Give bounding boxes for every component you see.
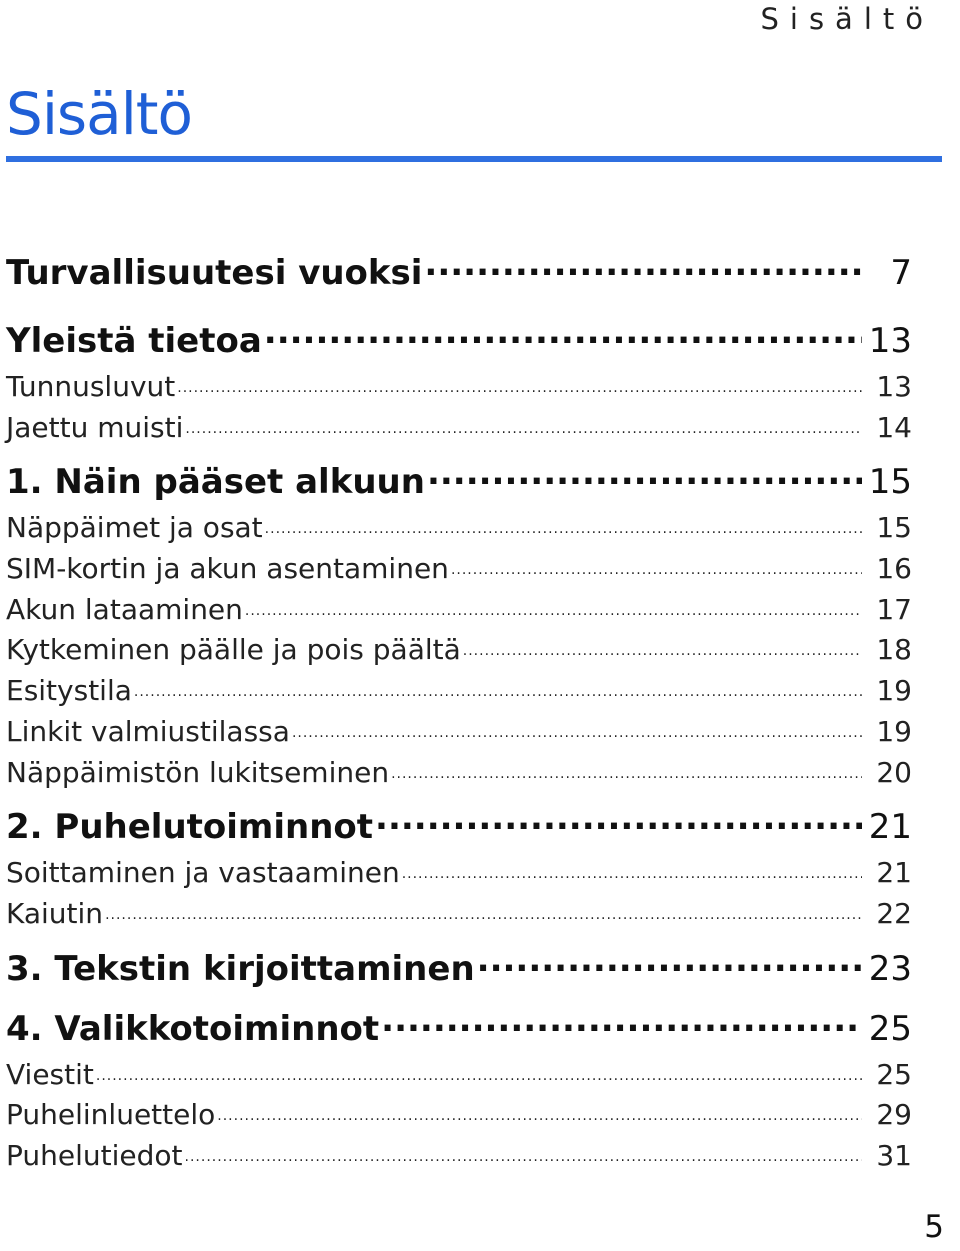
toc-entry-page: 13: [868, 321, 912, 361]
running-header: Sisältö: [760, 2, 934, 36]
dot-leader: [381, 1006, 862, 1040]
toc-entry-akun-lataaminen[interactable]: [6, 591, 912, 632]
toc-entry-page: 21: [868, 807, 912, 848]
toc-entry-label: Viestit: [6, 1057, 94, 1091]
dot-leader: [177, 368, 862, 396]
toc-entry-kaiutin[interactable]: [6, 895, 912, 936]
toc-entry-page: 25: [868, 1008, 912, 1049]
dot-leader: [264, 318, 862, 352]
toc-entry-yleista-tietoa[interactable]: [6, 318, 912, 368]
toc-entry-page: 29: [876, 1098, 912, 1132]
toc-entry-puhelutoiminnot[interactable]: [6, 804, 912, 854]
toc-entry-valikkotoiminnot[interactable]: [6, 1006, 912, 1056]
toc-entry-label: Soittaminen ja vastaaminen: [6, 856, 400, 890]
toc-entry-page: 18: [876, 633, 912, 667]
toc-entry-page: 16: [876, 552, 912, 586]
toc-entry-page: 7: [890, 253, 912, 293]
dot-leader: [217, 1096, 862, 1124]
toc-entry-label: 4. Valikkotoiminnot: [6, 1008, 380, 1049]
dot-leader: [375, 804, 862, 838]
toc-entry-label: Tunnusluvut: [6, 370, 176, 403]
toc-entry-page: 25: [876, 1057, 912, 1091]
toc-entry-page: 15: [876, 511, 912, 545]
toc-entry-page: 21: [876, 856, 912, 890]
toc-entry-page: 14: [876, 410, 912, 444]
toc-entry-tekstin-kirjoittaminen[interactable]: [6, 946, 912, 996]
toc-entry-label: Näppäimistön lukitseminen: [6, 755, 390, 789]
toc-entry-turvallisuutesi-vuoksi[interactable]: [6, 250, 912, 300]
toc-entry-label: Kaiutin: [6, 896, 104, 930]
dot-leader: [391, 754, 862, 782]
dot-leader: [477, 946, 862, 980]
toc-entry-label: Jaettu muisti: [6, 410, 184, 444]
toc-entry-page: 22: [876, 896, 912, 930]
toc-entry-sim-kortin-ja-akun-asentaminen[interactable]: [6, 550, 912, 591]
toc-entry-label: Kytkeminen päälle ja pois päältä: [6, 633, 461, 667]
toc-entry-jaettu-muisti[interactable]: [6, 409, 912, 450]
toc-entry-label: Turvallisuutesi vuoksi: [6, 253, 423, 293]
toc-entry-tunnusluvut[interactable]: [6, 368, 912, 409]
toc-entry-page: 20: [876, 755, 912, 789]
toc-entry-page: 23: [868, 948, 912, 989]
toc-entry-label: Esitystila: [6, 674, 132, 708]
dot-leader: [402, 854, 862, 882]
dot-leader: [96, 1056, 862, 1084]
toc-entry-page: 13: [876, 370, 912, 403]
dot-leader: [134, 672, 862, 700]
toc-entry-label: Akun lataaminen: [6, 592, 243, 626]
toc-entry-viestit[interactable]: [6, 1056, 912, 1097]
toc-entry-esitystila[interactable]: [6, 672, 912, 713]
toc-entry-page: 19: [876, 714, 912, 748]
dot-leader: [427, 459, 862, 493]
toc-entry-page: 15: [868, 462, 912, 503]
dot-leader: [265, 509, 862, 537]
toc-entry-puhelutiedot[interactable]: [6, 1137, 912, 1178]
page-number: 5: [924, 1209, 944, 1245]
toc-entry-label: 3. Tekstin kirjoittaminen: [6, 948, 475, 989]
toc-entry-nappaimiston-lukitseminen[interactable]: [6, 754, 912, 795]
toc-entry-label: 1. Näin pääset alkuun: [6, 462, 425, 503]
toc-entry-label: Puhelinluettelo: [6, 1098, 216, 1132]
dot-leader: [245, 591, 862, 619]
dot-leader: [185, 409, 862, 437]
toc-entry-label: Näppäimet ja osat: [6, 511, 263, 545]
dot-leader: [105, 895, 862, 923]
toc-entry-label: Puhelutiedot: [6, 1138, 183, 1172]
dot-leader: [451, 550, 862, 578]
page-title: Sisältö: [6, 80, 193, 148]
dot-leader: [185, 1137, 862, 1165]
dot-leader: [463, 631, 862, 659]
toc-entry-page: 19: [876, 674, 912, 708]
toc-entry-soittaminen-ja-vastaaminen[interactable]: [6, 854, 912, 895]
title-divider: [6, 156, 942, 162]
table-of-contents: [6, 250, 912, 1178]
toc-entry-linkit-valmiustilassa[interactable]: [6, 713, 912, 754]
toc-entry-naein-paeaeset-alkuun[interactable]: [6, 459, 912, 509]
toc-entry-puhelinluettelo[interactable]: [6, 1096, 912, 1137]
toc-entry-label: 2. Puhelutoiminnot: [6, 807, 374, 848]
dot-leader: [424, 250, 862, 284]
dot-leader: [292, 713, 862, 741]
toc-entry-label: Linkit valmiustilassa: [6, 714, 290, 748]
toc-entry-page: 31: [876, 1138, 912, 1172]
toc-entry-kytkeminen-paalle-ja-pois-paalta[interactable]: [6, 631, 912, 672]
toc-entry-nappaimet-ja-osat[interactable]: [6, 509, 912, 550]
toc-entry-label: SIM-kortin ja akun asentaminen: [6, 552, 449, 586]
toc-entry-page: 17: [876, 592, 912, 626]
toc-entry-label: Yleistä tietoa: [6, 321, 262, 361]
